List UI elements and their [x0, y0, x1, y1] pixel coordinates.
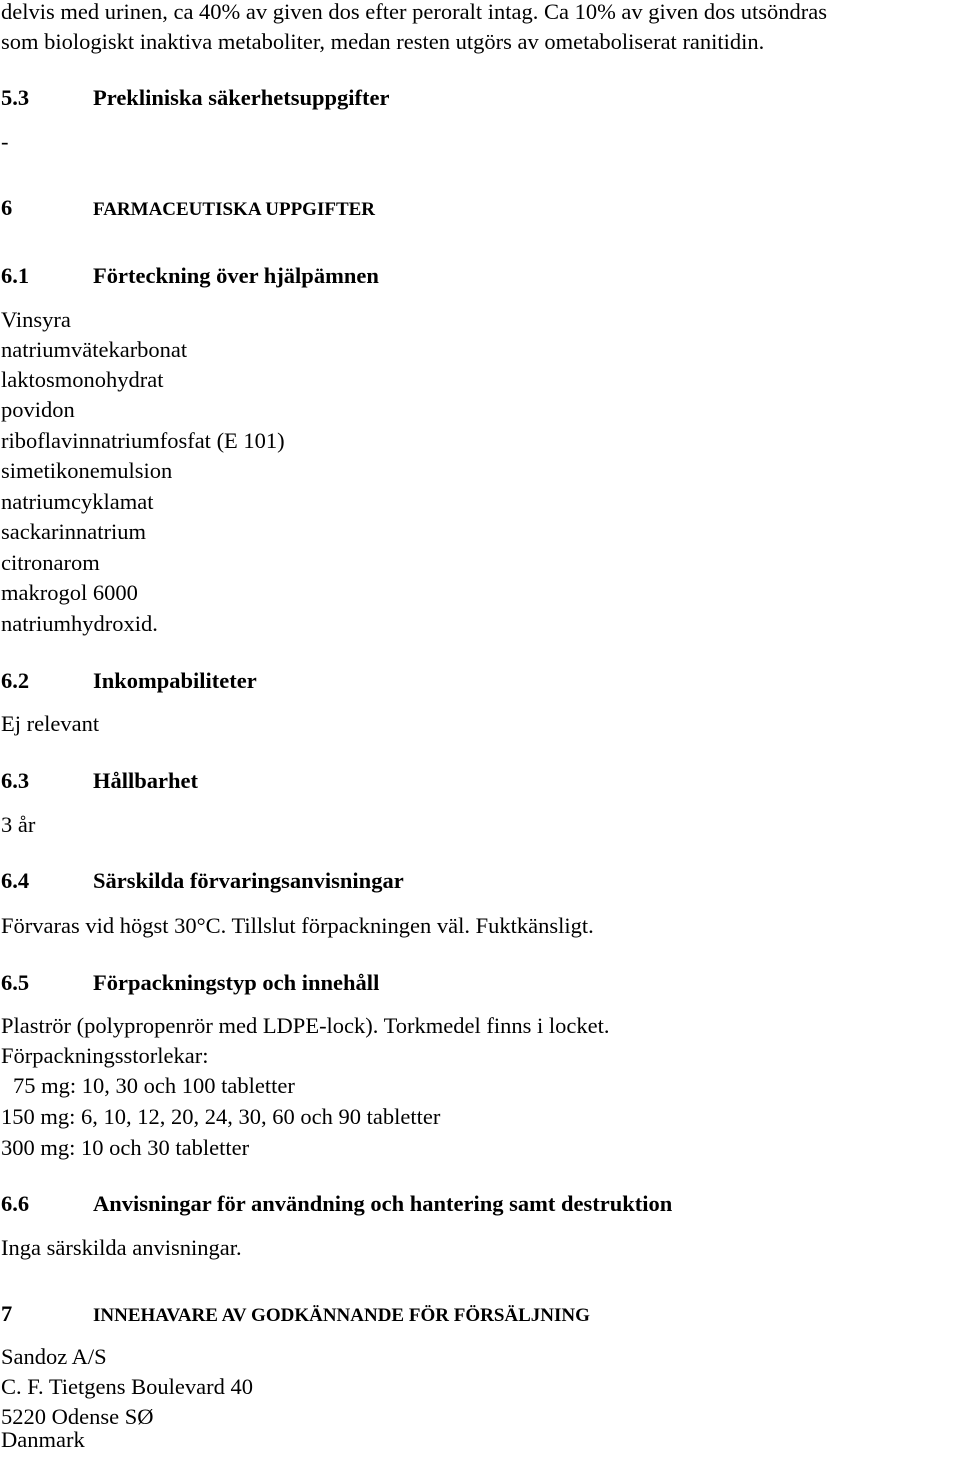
intro-line-2: som biologiskt inaktiva metaboliter, medan resten utgörs av ometaboliserat ranitidin. [1, 29, 765, 54]
section-title: Inkompabiliteter [93, 668, 257, 693]
section-title: Hållbarhet [93, 768, 198, 793]
excipient-item: laktosmonohydrat [1, 367, 164, 392]
section-title: Anvisningar för användning och hantering samt destruktion [93, 1191, 673, 1216]
section-title: Prekliniska säkerhetsuppgifter [93, 85, 390, 110]
excipient-item: makrogol 6000 [1, 580, 138, 605]
section-number: 6.3 [1, 768, 30, 793]
section-title: FARMACEUTISKA UPPGIFTER [93, 199, 376, 220]
excipient-item: simetikonemulsion [1, 458, 173, 483]
section-6-heading [1, 193, 375, 225]
packaging-line: 300 mg: 10 och 30 tabletter [1, 1135, 250, 1160]
section-6-2-body: Ej relevant [1, 711, 100, 736]
section-number: 6.6 [1, 1191, 30, 1216]
packaging-line: 150 mg: 6, 10, 12, 20, 24, 30, 60 och 90 tabletter [1, 1104, 441, 1129]
excipient-item: natriumvätekarbonat [1, 337, 188, 362]
section-6-5-heading [1, 968, 379, 998]
section-title: Särskilda förvaringsanvisningar [93, 868, 404, 893]
address-line: 5220 Odense SØ [1, 1404, 154, 1429]
section-title: INNEHAVARE AV GODKÄNNANDE FÖR FÖRSÄLJNING [93, 1305, 590, 1326]
section-title: Förteckning över hjälpämnen [93, 263, 379, 288]
excipient-item: natriumhydroxid. [1, 611, 158, 636]
address-line: Danmark [1, 1427, 85, 1452]
address-line: C. F. Tietgens Boulevard 40 [1, 1374, 253, 1399]
section-6-4-heading [1, 866, 404, 896]
excipient-item: sackarinnatrium [1, 519, 146, 544]
section-6-1-heading [1, 261, 379, 291]
section-6-4-body: Förvaras vid högst 30°C. Tillslut förpackningen väl. Fuktkänsligt. [1, 913, 594, 938]
excipient-item: Vinsyra [1, 307, 71, 332]
section-6-6-heading [1, 1189, 672, 1219]
section-number: 6.1 [1, 263, 30, 288]
section-6-6-body: Inga särskilda anvisningar. [1, 1235, 242, 1260]
section-6-3-body: 3 år [1, 812, 36, 837]
section-5-3-body: - [1, 129, 9, 154]
address-line: Sandoz A/S [1, 1344, 107, 1369]
packaging-line: Plaströr (polypropenrör med LDPE-lock). Torkmedel finns i locket. [1, 1013, 610, 1038]
intro-line-1: delvis med urinen, ca 40% av given dos efter peroralt intag. Ca 10% av given dos utsöndras [1, 0, 828, 24]
section-6-3-heading [1, 766, 198, 796]
excipient-item: povidon [1, 397, 75, 422]
section-number: 6.5 [1, 970, 30, 995]
excipient-item: citronarom [1, 550, 100, 575]
section-number: 5.3 [1, 85, 30, 110]
section-6-2-heading [1, 666, 257, 696]
section-7-heading [1, 1299, 590, 1331]
section-number: 6.2 [1, 668, 30, 693]
section-number: 6.4 [1, 868, 30, 893]
packaging-line: 75 mg: 10, 30 och 100 tabletter [13, 1073, 295, 1098]
section-5-3-heading [1, 83, 389, 113]
section-number: 7 [1, 1301, 13, 1326]
excipient-item: natriumcyklamat [1, 489, 154, 514]
section-title: Förpackningstyp och innehåll [93, 970, 380, 995]
section-number: 6 [1, 195, 13, 220]
packaging-line: Förpackningsstorlekar: [1, 1043, 209, 1068]
excipient-item: riboflavinnatriumfosfat (E 101) [1, 428, 285, 453]
